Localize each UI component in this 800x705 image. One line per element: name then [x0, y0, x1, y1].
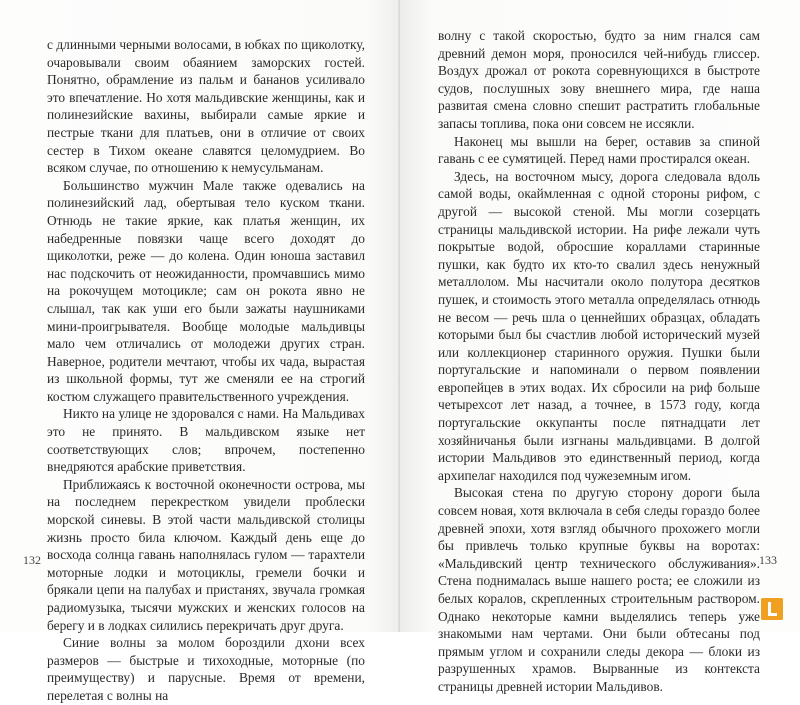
paragraph: волну с такой скоростью, будто за ним гнался сам древний демон моря, проносился чей-нибудь глиссер. Воздух дрожал от рокота соревнующихся в быстроте судов, послушных зову внешнего мира, где наша развитая смена словно спешит растратить глобальные запасы топлива, пока они совсем не иссякли.: [438, 28, 760, 131]
right-text-column: [438, 27, 760, 696]
page-number-left: 132: [23, 553, 41, 567]
publisher-logo-icon: [761, 598, 783, 620]
paragraph: с длинными черными волосами, в юбках по щиколотку, очаровывали своим обаянием заморских гостей. Понятно, обрамление из пальм и бананов усиливало это впечатление. Но хотя мальдивские женщины, как и полинезийские вахины, выбирали самые яркие и пестрые ткани для платьев, они в отличие от своих сестер в Тихом океане славятся целомудрием. Во всяком случае, по отношению к немусульманам.: [47, 37, 365, 176]
paragraph: Синие волны за молом бороздили дхони всех размеров — быстрые и тихоходные, моторные (по преимуществу) и парусные. Время от времени, перелетая с волны на: [47, 635, 365, 703]
page-number-right: 133: [759, 553, 777, 567]
left-text-column: [47, 36, 365, 705]
left-page: [0, 0, 400, 703]
paragraph: Приближаясь к восточной оконечности острова, мы на последнем перекрестком увидели проблески морской синевы. В этой части мальдивской столицы жизнь просто била ключом. Каждый день еще до восхода солнца гавань наполнялась гулом — тарахтели моторные лодки и мотоциклы, гремели бочки и брякали цепи на палубах и пристанях, звучала громкая радиомузыка, тысячи мужских и женских голосов на берегу и в лодках силились перекричать друг друга.: [47, 476, 365, 633]
paragraph: Никто на улице не здоровался с нами. На Мальдивах это не принято. В мальдивском языке нет соответствующих слов; впрочем, постепенно внедряются арабские приветствия.: [47, 406, 365, 475]
paragraph: Наконец мы вышли на берег, оставив за спиной гавань с ее сумятицей. Перед нами простирался океан.: [438, 133, 760, 167]
right-page: [400, 0, 800, 694]
paragraph: Высокая стена по другую сторону дороги была совсем новая, хотя включала в себя следы гораздо более древней эпохи, хотя взгляд обычного прохожего могли бы привлечь только крупные буквы на воротах: «Мальдивский центр технического обслуживания». Стена поднималась выше нашего роста; ее сложили из белых коралов, скрепленных строительным раствором. Однако некоторые камни выделялись теперь уже знакомыми нам чертами. Они были обтесаны под прямым углом и сохранили следы декора — блоки из разрушенных храмов. Вырванные из контекста страницы древней истории Мальдивов.: [438, 485, 760, 694]
paragraph: Здесь, на восточном мысу, дорога следовала вдоль самой воды, окаймленная с одной стороны рифом, с другой — высокой стеной. Мы могли созерцать страницы мальдивской истории. На рифе лежали чуть покрытые водой, обросшие кораллами старинные пушки, как будто их кто-то свалил здесь ненужный металлолом. Мы насчитали около полутора десятков пушек, и стоимость этого металла определялась отнюдь не весом — речь шла о ценнейших образцах, обладать которыми был бы счастлив любой исторический музей или коллекционер старинного оружия. Пушки были португальские и напоминали о первом появлении европейцев в этих водах. Их сбросили на риф больше четырехсот лет назад, а точнее, в 1573 году, когда португальские оккупанты после пятнадцати лет хозяйничанья были изгнаны мальдивцами. В долгой истории Мальдивов это единственный период, когда архипелаг находился под чужеземным игом.: [438, 168, 760, 483]
paragraph: Большинство мужчин Мале также одевались на полинезийский лад, обертывая тело куском ткани. Отнюдь не такие яркие, как платья женщин, их набедренные повязки чаще всего доходят до щиколотки, реже — до колена. Один юноша заставил нас подскочить от неожиданности, промчавшись мимо на рокочущем мотоцикле; сам он рокота явно не слышал, так как уши его были зажаты наушниками мини-проигрывателя. Вообще молодые мальдивцы мало чем отличались от молодежи других стран. Наверное, родители мечтают, чтобы их чада, вырастая из школьной формы, тут же сменяли ее на строгий костюм служащего правительственного учреждения.: [47, 177, 365, 404]
